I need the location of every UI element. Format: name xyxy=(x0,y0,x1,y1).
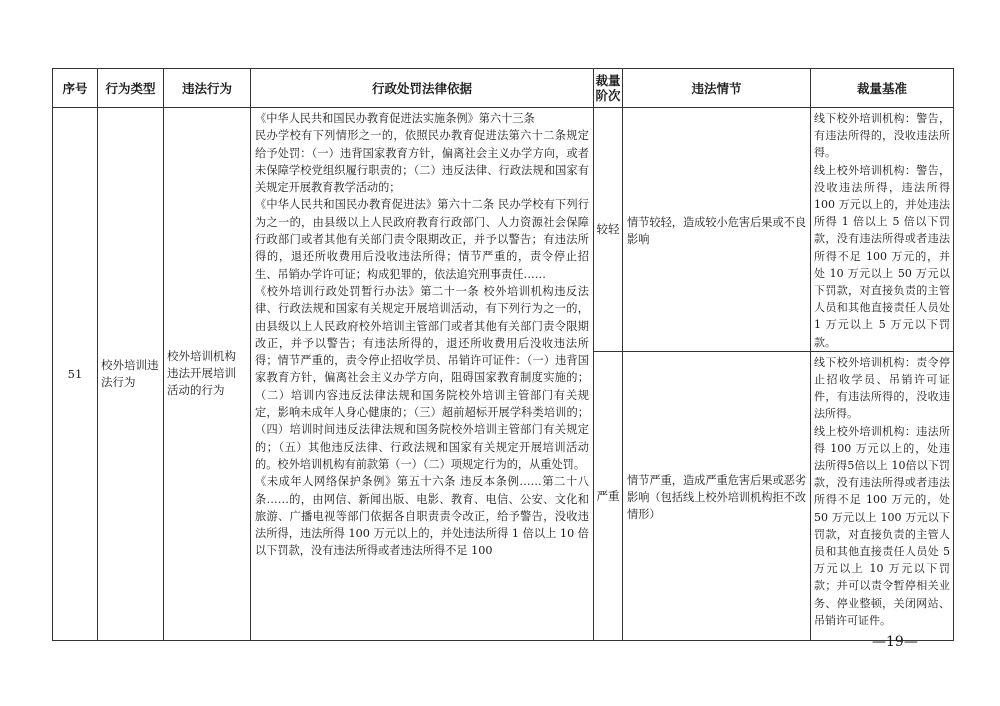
level-cell-severe xyxy=(594,351,623,640)
legal-basis-paragraph: 《校外培训行政处罚暂行办法》第二十一条 校外培训机构违反法律、行政法规和国家有关规定开展培训活动，有下列行为之一的，由县级以上人民政府校外培训主管部门或者其他有关部门责令限期改正，并予以警告；有违法所得的，退还所收费用后没收违法所得；情节严重的，责令停止招收学员、吊销许可证件：（一）违背国家教育方针，偏离社会主义办学方向，阻碍国家教育制度实施的；（二）培训内容违反法律法规和国务院校外培训主管部门有关规定，影响未成年人身心健康的；（三）超前超标开展学科类培训的；（四）培训时间违反法律法规和国务院校外培训主管部门有关规定的；（五）其他违反法律、行政法规和国家有关规定开展培训活动的。校外培训机构有前款第（一）（二）项规定行为的，从重处罚。 xyxy=(255,284,589,471)
level-label: 严重 xyxy=(596,488,620,503)
header-basis: 行政处罚法律依据 xyxy=(251,69,594,108)
situation-cell-severe xyxy=(623,351,811,640)
behavior-type-cell xyxy=(98,108,164,641)
table-row xyxy=(53,108,954,352)
level-label: 较轻 xyxy=(596,222,620,237)
page-number: —19— xyxy=(872,634,918,650)
header-violation: 违法行为 xyxy=(164,69,251,108)
criteria-text: 线上校外培训机构：违法所得 100 万元以上的，处违法所得5倍以上 10倍以下罚款，没有违法所得或者违法所得不足 100 万元的，处 50 万元以上 100 万元以下罚款，对直接负责的主管人员和其他直接责任人员处 5 万元以上 10 万元以下罚款；并可以责令暂停相关业务、停业整顿，关闭网站、吊销许可证件。 xyxy=(814,424,950,627)
legal-basis-paragraph: 《中华人民共和国民办教育促进法实施条例》第六十三条 民办学校有下列情形之一的，依照民办教育促进法第六十二条规定给予处罚：（一）违背国家教育方针，偏离社会主义办学方向，或者未保障学校党组织履行职责的；（二）违反法律、行政法规和国家有关规定开展教育教学活动的； xyxy=(255,112,589,195)
header-row xyxy=(53,69,954,108)
level-cell-mild xyxy=(594,108,623,352)
legal-basis-cell xyxy=(251,108,594,641)
criteria-cell-mild xyxy=(811,108,954,352)
criteria-text: 线上校外培训机构：警告，没收违法所得，违法所得 100 万元以上的，并处违法所得 1 倍以上 5 倍以下罚款，没有违法所得或者违法所得不足 100 万元的，并处 10 万元以上 50 万元以下罚款，对直接负责的主管人员和其他直接责任人员处 1 万元以上 5 万元以下罚款。 xyxy=(814,163,950,349)
header-seq: 序号 xyxy=(53,69,98,108)
criteria-text: 线下校外培训机构：责令停止招收学员、吊销许可证件，有违法所得的，没收违法所得。 xyxy=(814,355,950,421)
situation-cell-mild xyxy=(623,108,811,352)
violation-text: 校外培训机构违法开展培训活动的行为 xyxy=(167,349,236,398)
header-criteria: 裁量基准 xyxy=(811,69,954,108)
criteria-text: 线下校外培训机构：警告，有违法所得的，没收违法所得。 xyxy=(814,112,950,160)
situation-text: 情节较轻，造成较小危害后果或不良影响 xyxy=(627,216,807,247)
seq-number: 51 xyxy=(67,366,83,381)
violation-cell xyxy=(164,108,251,641)
legal-basis-paragraph: 《未成年人网络保护条例》第五十六条 违反本条例……第二十八条……的，由网信、新闻出版、电影、教育、电信、公安、文化和旅游、广播电视等部门依据各自职责责令改正，给予警告，没收违法所得，违法所得 100 万元以上的，并处违法所得 1 倍以上 10 倍以下罚款，没有违法所得或者违法所得不足 100 xyxy=(255,475,589,558)
criteria-cell-severe xyxy=(811,351,954,640)
situation-text: 情节严重，造成严重危害后果或恶劣影响（包括线上校外培训机构拒不改情形） xyxy=(627,473,807,522)
behavior-type: 校外培训违法行为 xyxy=(101,357,159,389)
penalty-table xyxy=(52,68,954,641)
seq-cell xyxy=(53,108,98,641)
header-level: 裁量 阶次 xyxy=(594,69,623,108)
legal-basis-paragraph: 《中华人民共和国民办教育促进法》第六十二条 民办学校有下列行为之一的，由县级以上人民政府教育行政部门、人力资源社会保障行政部门或者其他有关部门责令限期改正，并予以警告；有违法所得的，退还所收费用后没收违法所得；情节严重的，责令停止招生、吊销办学许可证；构成犯罪的，依法追究刑事责任…… xyxy=(255,198,589,281)
header-situation: 违法情节 xyxy=(623,69,811,108)
header-type: 行为类型 xyxy=(98,69,164,108)
